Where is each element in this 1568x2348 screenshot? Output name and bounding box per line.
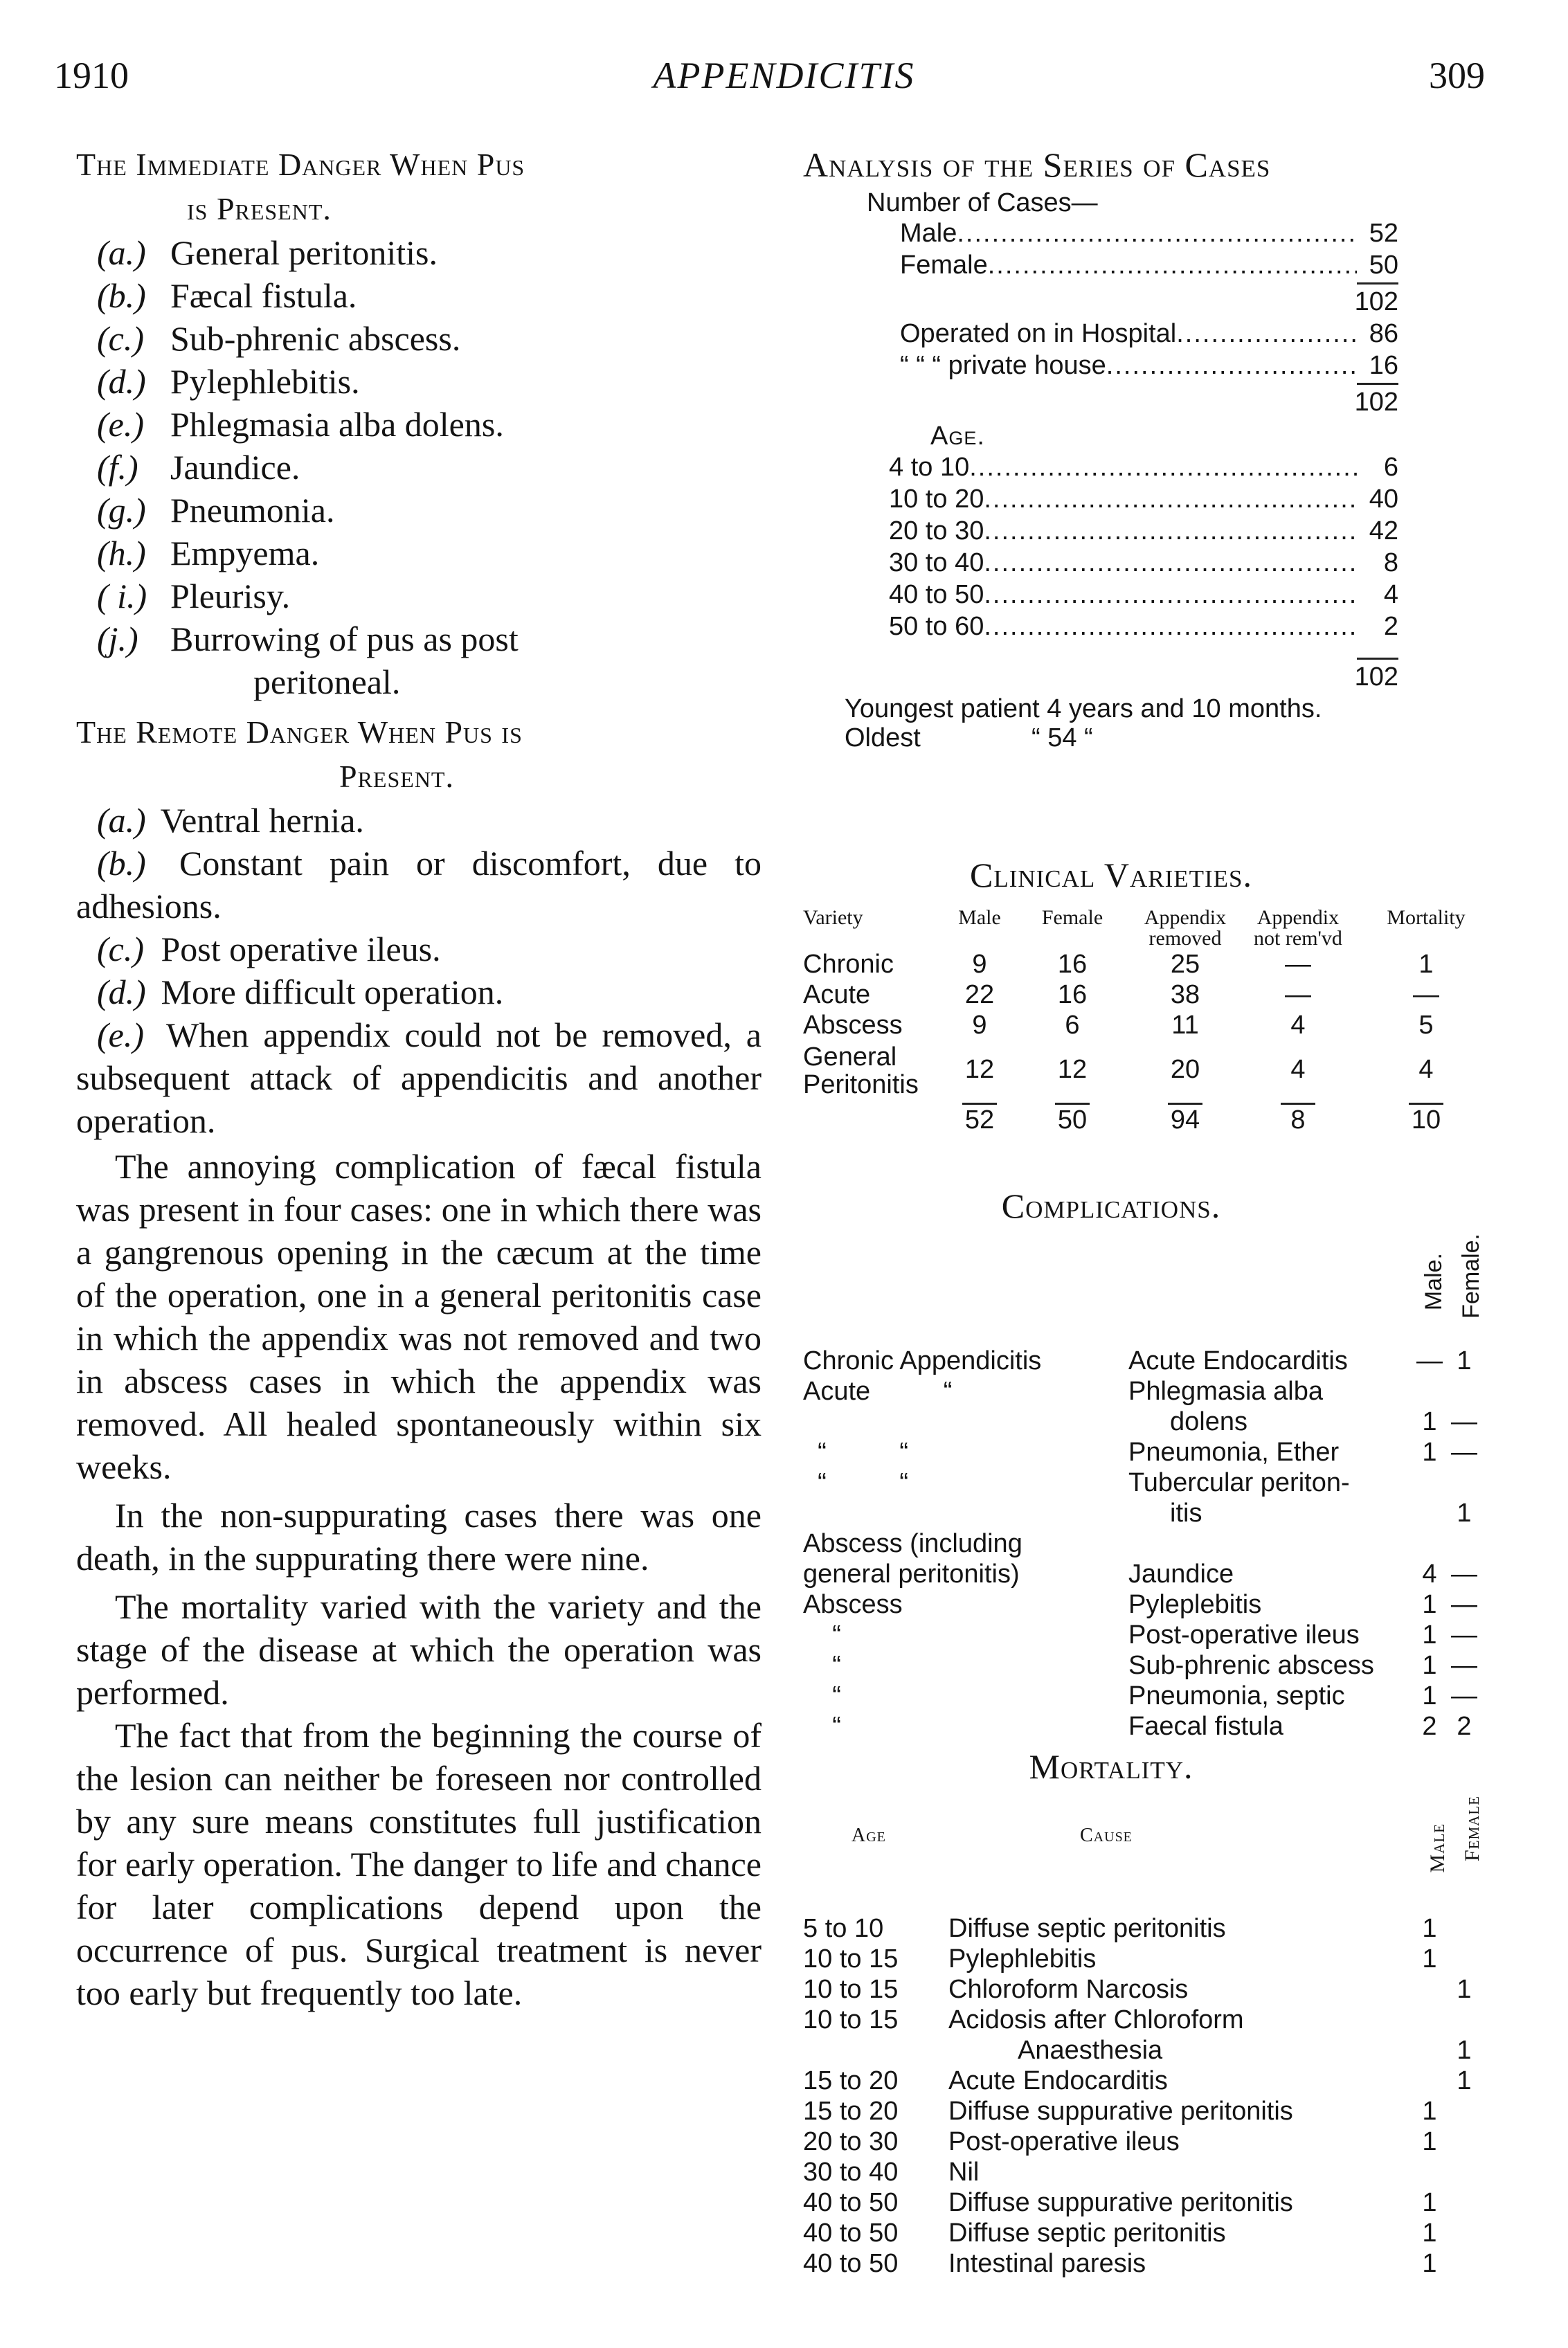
cell-female: — — [1451, 1438, 1477, 1467]
cell-variety — [803, 1498, 1128, 1528]
dot-row — [889, 612, 1398, 644]
dot-row — [889, 485, 1398, 516]
cell-cause: Anaesthesia — [1018, 2036, 1163, 2065]
cell-female — [1447, 1913, 1481, 1944]
item-text: Phlegmasia alba dolens. — [170, 405, 504, 444]
cell-male: 1 — [1422, 1620, 1437, 1650]
cell-male — [1412, 2157, 1447, 2187]
oldest-value: “ 54 “ — [1031, 723, 1093, 752]
header-year: 1910 — [54, 55, 129, 96]
row-label: 30 to 40 — [889, 548, 984, 577]
age-label: Age. — [930, 422, 985, 451]
cell-variety: “ — [803, 1712, 841, 1741]
cell-variety: Acute — [803, 980, 871, 1009]
cell-female — [1447, 1528, 1481, 1559]
dot-leader — [1106, 351, 1357, 381]
list-item — [76, 1013, 762, 1142]
cell-age: 10 to 15 — [803, 1944, 899, 1974]
item-key: (d.) — [97, 362, 146, 401]
cell-not_removed: 4 — [1290, 1011, 1306, 1040]
item-text: Constant pain or discomfort, — [179, 844, 631, 883]
sex-rows — [803, 219, 1398, 282]
dot-leader — [984, 580, 1357, 610]
row-value: 6 — [1383, 453, 1398, 482]
row-label: 10 to 20 — [889, 485, 984, 514]
cell-cause: Chloroform Narcosis — [948, 1975, 1189, 2004]
cell-complication: itis — [1170, 1499, 1202, 1528]
cell-complication: Post-operative ileus — [1128, 1620, 1360, 1650]
cell-male: 1 — [1422, 1651, 1437, 1680]
cell-female: 2 — [1457, 1712, 1472, 1741]
cell-complication: Pyleplebitis — [1128, 1590, 1262, 1619]
paragraph-mortality-variety: The mortality varied with the variety and the stage of the disease at which the operation was performed. — [76, 1587, 762, 1712]
item-key: (e.) — [97, 405, 144, 444]
mortality-rows — [803, 1913, 1502, 2279]
row-label: 20 to 30 — [889, 516, 984, 545]
cell-male: 1 — [1422, 1407, 1437, 1436]
cell-male — [1412, 2005, 1447, 2035]
cell-variety: “ — [803, 1681, 841, 1710]
row-label: 40 to 50 — [889, 580, 984, 609]
table-row — [803, 1528, 1502, 1559]
dot-leader — [984, 516, 1357, 546]
row-value: 40 — [1369, 485, 1398, 514]
cell-complication: Jaundice — [1128, 1560, 1234, 1589]
sex-total: 102 — [1354, 287, 1398, 316]
cell-variety: “ — [803, 1620, 841, 1650]
table-row — [803, 2066, 1502, 2096]
dot-row — [889, 516, 1398, 548]
cell-female: 16 — [1057, 980, 1088, 1009]
item-key: (e.) — [97, 1015, 144, 1054]
cell-female: — — [1451, 1590, 1477, 1619]
table-row — [803, 1407, 1502, 1437]
list-item — [97, 317, 762, 360]
cell-female — [1447, 1376, 1481, 1407]
list-item — [97, 489, 762, 532]
table-row — [803, 1376, 1502, 1407]
list-item — [97, 532, 762, 575]
cell-not_removed: — — [1285, 950, 1311, 979]
header-page-number: 309 — [1429, 55, 1485, 96]
table-row — [803, 2248, 1502, 2279]
dot-row — [900, 351, 1398, 383]
table-row — [803, 1346, 1502, 1376]
col-appendix-removed: Appendix removed — [1144, 906, 1227, 950]
cell-mortality: — — [1413, 980, 1439, 1009]
table-row — [803, 1010, 1502, 1040]
dot-leader — [984, 612, 1357, 642]
cell-removed: 25 — [1170, 950, 1200, 979]
cell-variety: Abscess — [803, 1590, 903, 1619]
cell-female — [1447, 2248, 1481, 2279]
paragraph-faecal-fistula: The annoying complication of fæcal fistula was present in four cases: one in which there was a gangrenous opening in the cæcum at the time of the operation, one in a general peritonitis case in which the appendix was not removed and two in abscess cases in which the appendix was removed. All healed spontaneously within six weeks. — [76, 1147, 762, 1486]
cell-male: 1 — [1422, 1914, 1437, 1943]
dot-leader — [1176, 319, 1357, 349]
item-key: (c.) — [97, 319, 144, 358]
cell-cause: Pylephlebitis — [948, 1944, 1097, 1974]
cell-male: 22 — [964, 980, 995, 1009]
cell-cause: Intestinal paresis — [948, 2249, 1146, 2278]
immediate-danger-list — [97, 231, 762, 703]
mortality-col-age: Age — [851, 1825, 886, 1846]
list-item — [76, 842, 762, 928]
table-row — [803, 1913, 1502, 1944]
oldest-label: Oldest — [845, 723, 921, 752]
item-key: (d.) — [97, 973, 146, 1011]
cell-male: 1 — [1422, 1590, 1437, 1619]
list-item — [97, 575, 762, 617]
table-row — [803, 1650, 1502, 1681]
cell-female — [1447, 1468, 1481, 1498]
cell-female — [1447, 2096, 1481, 2126]
cell-male — [1412, 1974, 1447, 2005]
mortality-section — [803, 1744, 1502, 2279]
mortality-title: Mortality. — [1029, 1747, 1193, 1786]
cell-complication: Pneumonia, Ether — [1128, 1438, 1340, 1467]
analysis-section — [803, 143, 1502, 752]
item-continuation: due to adhesions. — [76, 844, 762, 925]
paragraph-conclusion: The fact that from the beginning the course of the lesion can neither be foreseen nor controlled by any sure means constitutes full justification for early operation. The danger to life and chance for later complications depend upon the occurrence of pus. Surgical treatment is never too early but frequently too late. — [76, 1716, 762, 2012]
cell-male — [1412, 1376, 1447, 1407]
header-title: APPENDICITIS — [653, 55, 915, 96]
mortality-col-female: Female — [1461, 1796, 1484, 1862]
table-row — [803, 1620, 1502, 1650]
cell-variety: Abscess (including — [803, 1529, 1022, 1558]
cell-age: 40 to 50 — [803, 2188, 899, 2217]
dot-row — [900, 251, 1398, 282]
table-row — [803, 2005, 1502, 2035]
cell-male: 1 — [1422, 2249, 1437, 2278]
col-appendix-not-removed: Appendix not rem'vd — [1254, 906, 1342, 950]
complications-col-female: Female. — [1458, 1234, 1484, 1319]
complications-rows — [803, 1346, 1502, 1742]
item-text: Burrowing of pus as post peritoneal. — [170, 620, 519, 701]
table-row — [803, 2218, 1502, 2248]
hospital-total: 102 — [1354, 388, 1398, 417]
cell-female: 1 — [1457, 1346, 1472, 1375]
cell-age: 40 to 50 — [803, 2249, 899, 2278]
dot-leader — [957, 219, 1357, 249]
clinical-total-row: 52 50 94 8 10 — [964, 1105, 1441, 1135]
row-value: 8 — [1383, 548, 1398, 577]
cell-age: 15 to 20 — [803, 2097, 899, 2126]
cell-female — [1447, 2157, 1481, 2187]
table-row — [803, 979, 1502, 1010]
item-text: Ventral hernia. — [160, 801, 364, 840]
dot-row — [900, 319, 1398, 351]
item-text: Pylephlebitis. — [170, 362, 360, 401]
item-key: ( i.) — [97, 577, 147, 615]
cell-cause: Diffuse septic peritonitis — [948, 1914, 1226, 1943]
cell-female: 6 — [1065, 1011, 1080, 1040]
clinical-varieties-section — [803, 853, 1502, 1135]
cell-cause: Post-operative ileus — [948, 2127, 1180, 2156]
item-text: When appendix could not be — [166, 1015, 588, 1054]
cell-cause: Acute Endocarditis — [948, 2066, 1168, 2095]
item-key: (b.) — [97, 844, 146, 883]
cell-male: 9 — [972, 950, 987, 979]
analysis-title: Analysis of the Series of Cases — [803, 145, 1271, 184]
cell-cause: Diffuse septic peritonitis — [948, 2219, 1226, 2248]
cell-variety: Abscess — [803, 1011, 903, 1040]
item-text: More difficult operation. — [161, 973, 504, 1011]
cell-male — [1412, 1468, 1447, 1498]
table-row — [803, 1681, 1502, 1711]
table-row — [803, 2187, 1502, 2218]
item-text: Fæcal fistula. — [170, 276, 357, 315]
dot-row — [889, 548, 1398, 580]
table-row — [803, 1559, 1502, 1589]
list-item — [97, 403, 762, 446]
row-value: 52 — [1369, 219, 1398, 248]
complications-section — [803, 1184, 1502, 1742]
dot-row — [889, 453, 1398, 485]
row-value: 50 — [1369, 251, 1398, 280]
cell-female — [1447, 2218, 1481, 2248]
cell-age: 10 to 15 — [803, 2005, 899, 2034]
item-text: Sub-phrenic abscess. — [170, 319, 461, 358]
cell-male: 2 — [1422, 1712, 1437, 1741]
list-item — [97, 446, 762, 489]
item-continuation: removed, a subsequent attack of appendicitis and another operation. — [76, 1015, 762, 1140]
cell-variety — [803, 1407, 1128, 1437]
cell-female: — — [1451, 1620, 1477, 1650]
cell-cause: Nil — [948, 2158, 980, 2187]
cell-male — [1412, 2066, 1447, 2096]
item-key: (j.) — [97, 620, 138, 658]
cell-variety: Acute “ — [803, 1377, 953, 1406]
table-row — [803, 1437, 1502, 1468]
row-value: 2 — [1383, 612, 1398, 641]
item-text: Pleurisy. — [170, 577, 291, 615]
item-key: (c.) — [97, 930, 144, 968]
col-female: Female — [1041, 906, 1103, 929]
cell-female — [1447, 2126, 1481, 2157]
cell-complication: Sub-phrenic abscess — [1128, 1651, 1374, 1680]
list-item — [76, 799, 762, 842]
cell-female: 1 — [1457, 1975, 1472, 2004]
cell-removed: 11 — [1171, 1011, 1199, 1040]
dot-leader — [984, 485, 1357, 514]
cell-complication: Pneumonia, septic — [1128, 1681, 1345, 1710]
cell-complication: Phlegmasia alba — [1128, 1377, 1323, 1406]
table-row — [803, 1974, 1502, 2005]
cell-female: — — [1451, 1681, 1477, 1710]
cell-variety: “ “ — [803, 1438, 908, 1467]
cell-age: 40 to 50 — [803, 2219, 899, 2248]
dot-leader — [984, 548, 1357, 578]
hospital-rows — [803, 319, 1398, 383]
cell-male: 1 — [1422, 2188, 1437, 2217]
dot-leader — [988, 251, 1357, 280]
col-variety: Variety — [803, 906, 863, 929]
immediate-danger-heading: The Immediate Danger When Pus is Present. — [76, 147, 525, 226]
cell-female: 1 — [1457, 1499, 1472, 1528]
row-value: 16 — [1369, 351, 1398, 380]
item-key: (b.) — [97, 276, 146, 315]
cell-female: 1 — [1457, 2066, 1472, 2095]
cell-male: 9 — [972, 1011, 987, 1040]
cell-complication: dolens — [1170, 1407, 1247, 1436]
cell-female: — — [1451, 1651, 1477, 1680]
cell-variety: general peritonitis) — [803, 1560, 1020, 1589]
cell-male: 1 — [1422, 1944, 1437, 1974]
row-label: 50 to 60 — [889, 612, 984, 641]
left-column — [76, 143, 762, 2014]
item-key: (h.) — [97, 534, 146, 572]
row-value: 86 — [1369, 319, 1398, 348]
clinical-general-row: General Peritonitis 12 12 20 4 4 — [803, 1042, 1434, 1099]
cell-cause: Acidosis after Chloroform — [948, 2005, 1244, 2034]
cell-male — [1412, 1498, 1447, 1528]
cell-age: 10 to 15 — [803, 1975, 899, 2004]
row-value: 42 — [1369, 516, 1398, 545]
cell-complication: Acute Endocarditis — [1128, 1346, 1348, 1375]
list-item — [97, 274, 762, 317]
cell-male: 1 — [1422, 1681, 1437, 1710]
mortality-col-male: Male — [1426, 1823, 1449, 1873]
cell-male — [1412, 2035, 1447, 2066]
table-row — [803, 1944, 1502, 1974]
table-row — [803, 1468, 1502, 1498]
table-row — [803, 1711, 1502, 1742]
cell-mortality: 5 — [1418, 1011, 1434, 1040]
table-row — [803, 2035, 1502, 2066]
cell-female: — — [1451, 1407, 1477, 1436]
cell-age: 20 to 30 — [803, 2127, 899, 2156]
remote-danger-list — [76, 799, 762, 1142]
cell-variety: Chronic — [803, 950, 894, 979]
cell-male: 1 — [1422, 2219, 1437, 2248]
age-rows — [803, 453, 1398, 644]
table-row — [803, 2096, 1502, 2126]
list-item — [97, 360, 762, 403]
item-key: (a.) — [97, 233, 146, 272]
item-text: Post operative ileus. — [161, 930, 441, 968]
paragraph-mortality-cases: In the non-suppurating cases there was one death, in the suppurating there were nine. — [76, 1496, 762, 1578]
mortality-col-cause: Cause — [1080, 1825, 1133, 1846]
cell-female — [1447, 1944, 1481, 1974]
cell-not_removed: — — [1285, 980, 1311, 1009]
item-text: Pneumonia. — [170, 491, 335, 530]
cell-male: 1 — [1422, 1438, 1437, 1467]
cell-age: 15 to 20 — [803, 2066, 899, 2095]
col-mortality: Mortality — [1387, 906, 1466, 929]
list-item — [76, 970, 762, 1013]
table-row — [803, 1498, 1502, 1528]
list-item — [97, 617, 762, 703]
cell-mortality: 1 — [1418, 950, 1434, 979]
row-label: “ “ “ private house — [900, 351, 1106, 380]
cell-male — [1412, 1528, 1447, 1559]
table-row — [803, 2126, 1502, 2157]
number-of-cases-label: Number of Cases— — [867, 188, 1098, 217]
row-label: Operated on in Hospital — [900, 319, 1177, 348]
cell-complication — [1128, 1528, 1412, 1559]
dot-row — [900, 219, 1398, 251]
cell-female — [1447, 2005, 1481, 2035]
cell-age — [803, 2035, 948, 2066]
cell-age: 30 to 40 — [803, 2158, 899, 2187]
clinical-title: Clinical Varieties. — [969, 856, 1253, 894]
cell-age: 5 to 10 — [803, 1914, 884, 1943]
cell-complication: Tubercular periton- — [1128, 1468, 1350, 1497]
table-row — [803, 2157, 1502, 2187]
cell-complication: Faecal fistula — [1128, 1712, 1283, 1741]
age-total: 102 — [1354, 662, 1398, 692]
cell-male: 1 — [1422, 2127, 1437, 2156]
list-item — [97, 231, 762, 274]
cell-variety: Chronic Appendicitis — [803, 1346, 1042, 1375]
cell-variety: “ “ — [803, 1468, 908, 1497]
item-text: General peritonitis. — [170, 233, 438, 272]
item-text: Empyema. — [170, 534, 320, 572]
item-text: Jaundice. — [170, 448, 300, 487]
item-key: (g.) — [97, 491, 146, 530]
cell-cause: Diffuse suppurative peritonitis — [948, 2097, 1293, 2126]
row-value: 4 — [1383, 580, 1398, 609]
row-label: Male — [900, 219, 957, 248]
table-row — [803, 1589, 1502, 1620]
cell-variety: “ — [803, 1651, 841, 1680]
cell-cause: Diffuse suppurative peritonitis — [948, 2188, 1293, 2217]
row-label: Female — [900, 251, 988, 280]
dot-row — [889, 580, 1398, 612]
list-item — [76, 928, 762, 970]
table-row — [803, 949, 1502, 979]
remote-danger-heading: The Remote Danger When Pus is Present. — [76, 714, 523, 794]
cell-female: 16 — [1057, 950, 1088, 979]
cell-female — [1447, 2187, 1481, 2218]
cell-removed: 38 — [1170, 980, 1200, 1009]
col-male: Male — [958, 906, 1001, 929]
cell-male: 1 — [1422, 2097, 1437, 2126]
item-key: (a.) — [97, 801, 146, 840]
dot-leader — [969, 453, 1357, 482]
complications-col-male: Male. — [1421, 1253, 1447, 1311]
cell-male: 4 — [1422, 1560, 1437, 1589]
item-key: (f.) — [97, 448, 138, 487]
youngest-patient: Youngest patient 4 years and 10 months. — [845, 694, 1322, 723]
cell-female: 1 — [1457, 2036, 1472, 2065]
cell-female: — — [1451, 1560, 1477, 1589]
clinical-header-row — [803, 898, 1502, 949]
clinical-rule-row — [803, 1099, 1502, 1105]
cell-male: — — [1416, 1346, 1443, 1375]
clinical-table — [803, 898, 1502, 1135]
row-label: 4 to 10 — [889, 453, 970, 482]
complications-title: Complications. — [1001, 1186, 1221, 1225]
